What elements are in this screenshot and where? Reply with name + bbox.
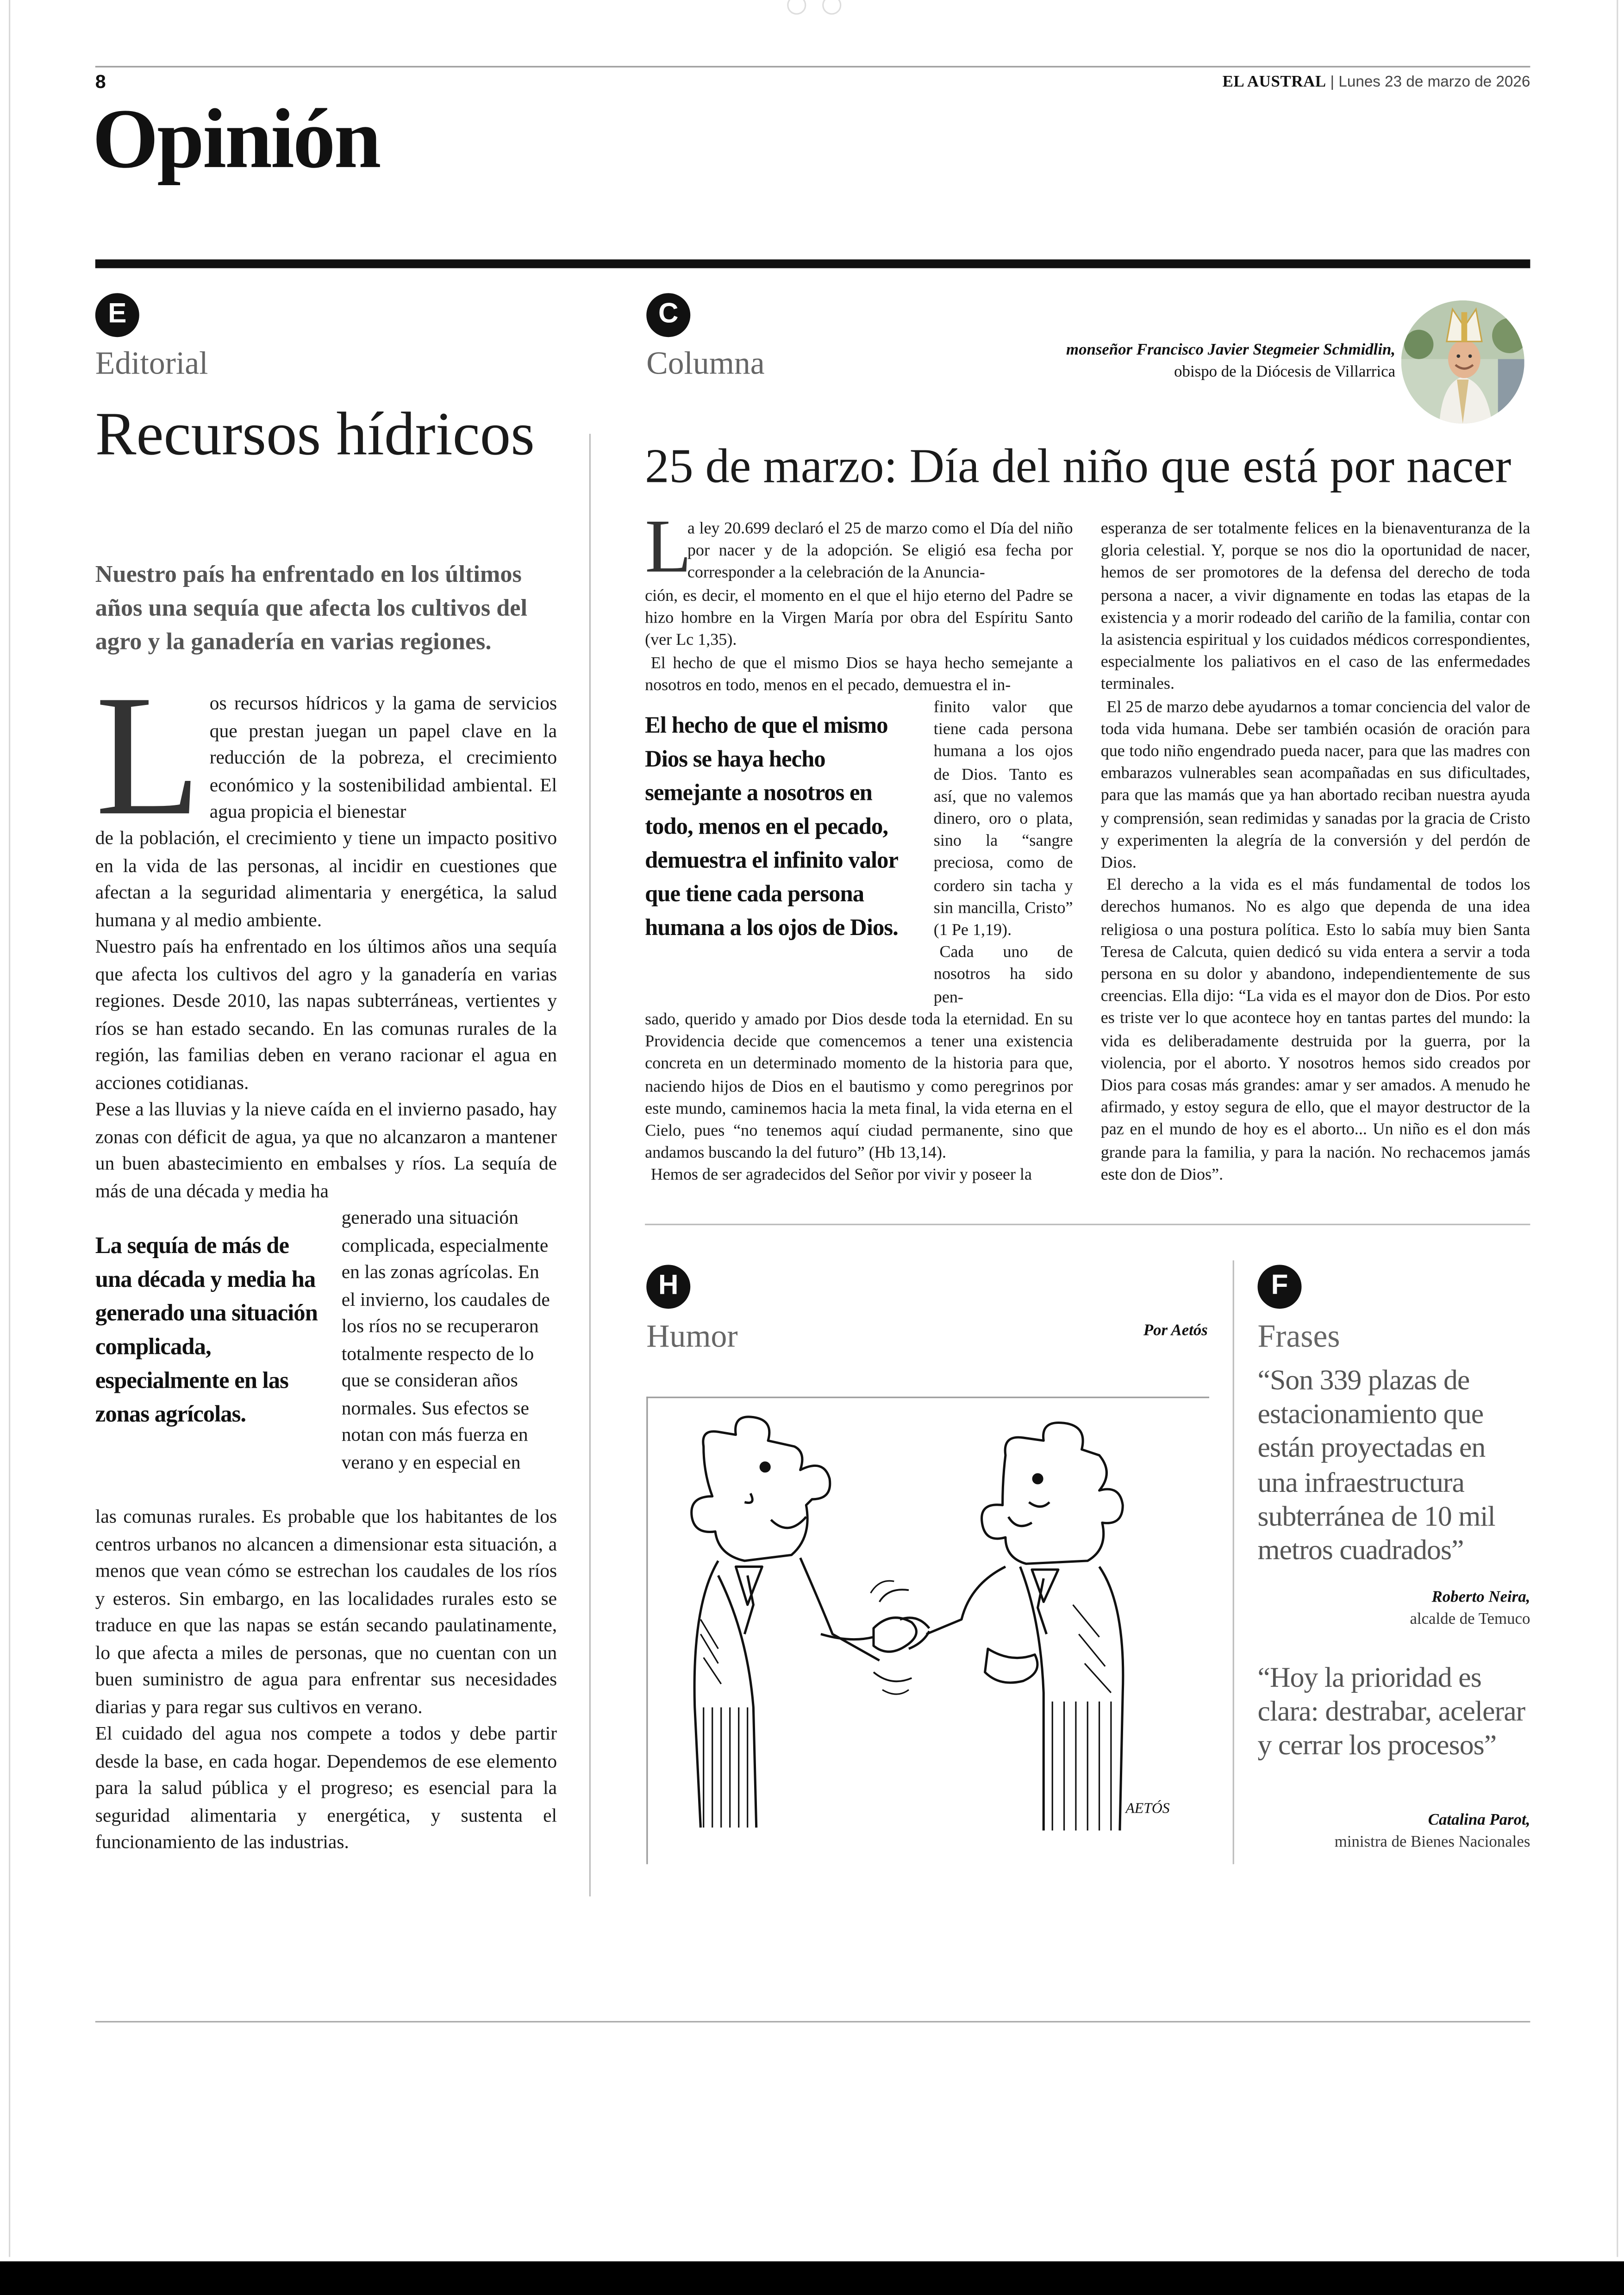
header-rule <box>95 66 1530 67</box>
editorial-p4: El cuidado del agua nos compete a todos y debe partir desde la base, en cada hogar. Dependemos de ese elemento para la salud pública y el progreso; es esencial para la seguridad alimentaria y energética, y sustenta el funcionamiento de las industrias. <box>95 1722 557 1852</box>
column-p3-wrap: Cada uno de nosotros ha sido pen- <box>933 944 1073 1006</box>
frases-attribution-2 <box>1258 1810 1530 1854</box>
humor-badge: H <box>646 1265 690 1309</box>
column-divider-left <box>589 434 591 1896</box>
author-photo <box>1401 300 1524 424</box>
cartoon-signature: AETÓS <box>1125 1800 1170 1816</box>
editorial-badge: E <box>95 293 139 337</box>
column-p2: El hecho de que el mismo Dios se haya hecho semejante a nosotros en todo, menos en el pecado, demuestra el in- <box>645 655 1073 695</box>
column-p1: ción, es decir, el momento en el que el hijo eterno del Padre se hizo hombre en la Virgen María por obra del Espíritu Santo (ver Lc 1,35). <box>645 587 1073 650</box>
bottom-bar <box>0 2261 1624 2295</box>
column-text-right <box>1101 519 1530 1187</box>
column-divider-right <box>1233 1260 1234 1864</box>
editorial-deck: Nuestro país ha enfrentado en los últimos años una sequía que afecta los cultivos del agro y la ganadería en varias regiones. <box>95 560 528 655</box>
cartoon-illustration <box>660 1414 1202 1839</box>
column-p5: El 25 de marzo debe ayudarnos a tomar conciencia del valor de toda vida humana. Debe ser también ocasión de oración para que todo niño engendrado pueda nacer, para que las madres con embarazos vulnerables sean acompañadas en sus dificultades, para que las mamás que ya han abortado reciban nuestra ayuda y comprensión, sean redimidas y sanadas por la gracia de Cristo y experimenten la alegría de la conversión y del perdón de Dios. <box>1100 698 1530 872</box>
column-author <box>938 340 1395 384</box>
editorial-p3-rest: las comunas rurales. Es probable que los habitantes de los centros urbanos no alcancen a dimensionar esta situación, a menos que vean cómo se estrechan los caudales de los ríos y esteros. Sin embargo, en las localidades rurales esto se traduce en que las napas se están secando paulatinamente, lo que afecta a miles de personas, que no cuentan con un buen suministro de agua para enfrentar sus necesidades diarias y para regar sus cultivos en verano. <box>95 1505 557 1717</box>
frases-badge: F <box>1258 1265 1302 1309</box>
column-p3: sado, querido y amado por Dios desde toda la eternidad. En su Providencia decide que comencemos a tener una existencia concreta en un determinado momento de la historia para que, naciendo hijos de Dios en el bautismo y como peregrinos por este mundo, caminemos hacia la meta final, la vida eterna en el Cielo, pues “no tenemos aquí ciudad permanente, sino que andamos buscando la del futuro” (Hb 13,14). <box>645 1011 1073 1163</box>
frases-name-2: Catalina Parot, <box>1428 1811 1530 1829</box>
column-p2-wrap: finito valor que tiene cada persona humana a los ojos de Dios. Tanto es así, que no valemos dinero, oro o plata, sino la “sangre preciosa, como de cordero sin tacha y sin mancilla, Cristo” (1 Pe 1,19). <box>933 699 1073 940</box>
footer-rule <box>95 2021 1530 2022</box>
humor-kicker: Humor <box>646 1317 738 1354</box>
column-text-wrap <box>934 698 1073 1010</box>
frases-name-1: Roberto Neira, <box>1431 1589 1530 1607</box>
column-p4b: esperanza de ser totalmente felices en la bienaventuranza de la gloria celestial. Y, porque se nos dio la oportunidad de nacer, hemos de ser promotores de la defensa del derecho de toda persona a nacer, a vivir dignamente en todas las etapas de la existencia y a morir rodeado del cariño de la familia, contar con la asistencia espiritual y los cuidados médicos correspondientes, especialmente los paliativos en el caso de las enfermedades terminales. <box>1100 520 1530 694</box>
frases-role-2: ministra de Bienes Nacionales <box>1334 1833 1530 1851</box>
editorial-p3: Pese a las lluvias y la nieve caída en el invierno pasado, hay zonas con déficit de agua, ya que no alcanzaron a mantener un buen abastecimiento en embalses y ríos. La sequía de más de una década y media ha <box>95 1098 557 1201</box>
editorial-text-top <box>95 825 557 1205</box>
editorial-p2: Nuestro país ha enfrentado en los últimos años una sequía que afecta los cultivos del agro y la ganadería en varias regiones. Desde 2010, las napas subterráneas, vertientes y ríos se han estado secando. En las comunas rurales de la región, las familias deben en verano racionar el agua en acciones cotidianas. <box>95 935 557 1093</box>
issue-date: | Lunes 23 de marzo de 2026 <box>1330 73 1530 91</box>
column-kicker: Columna <box>646 344 765 381</box>
frases-kicker: Frases <box>1257 1317 1340 1354</box>
section-title: Opinión <box>92 91 380 187</box>
editorial-kicker: Editorial <box>95 344 208 381</box>
column-p4a: Hemos de ser agradecidos del Señor por vivir y poseer la <box>650 1167 1032 1185</box>
paper-name: EL AUSTRAL <box>1222 73 1326 91</box>
column-dropcap: L <box>645 505 692 589</box>
frases-quote-2: “Hoy la prioridad es clara: destrabar, acelerar y cerrar los procesos” <box>1257 1663 1525 1762</box>
column-p1-wrap: a ley 20.699 declaró el 25 de marzo como el Día del niño por nacer y de la adopción. Se eligió esa fecha por corresponder a la celebración de la Anuncia- <box>687 520 1073 583</box>
author-role: obispo de la Diócesis de Villarrica <box>1174 363 1396 381</box>
column-pullquote: El hecho de que el mismo Dios se haya hecho semejante a nosotros en todo, menos en el pecado, demuestra el infinito valor que tiene cada persona humana a los ojos de Dios. <box>645 713 898 941</box>
frases-attribution-1 <box>1258 1587 1530 1631</box>
editorial-text-bottom <box>95 1503 557 1856</box>
column-p6: El derecho a la vida es el más fundamental de todos los derechos humanos. No es algo que dependa de una idea religiosa o una postura política. Esto lo sabía muy bien Santa Teresa de Calcuta, quien dedicó su vida entera a servir a toda persona en su dolor y abandono, independientemente de sus creencias. Ella dijo: “La vida es el mayor don de Dios. Por esto es triste ver lo que acontece hoy en tantas partes del mundo: la vida es deliberadamente destruida por la guerra, por la violencia, por el aborto. Y nosotros hemos sido creados por Dios para cosas más grandes: amar y ser amados. A menudo he afirmado, y estoy segura de ello, que el mayor destructor de la paz en el mundo de hoy es el aborto... Un niño es el don más grande para la familia, y para la nación. No rechacemos jamás este don de Dios”. <box>1100 877 1530 1184</box>
editorial-p1: de la población, el crecimiento y tiene un impacto positivo en la vida de las personas, al incidir en cuestiones que afectan a la seguridad alimentaria y energética, la salud humana y al medio ambiente. <box>95 826 557 930</box>
humor-byline: Por Aetós <box>1143 1322 1208 1340</box>
column-title: 25 de marzo: Día del niño que está por nacer <box>645 441 1512 494</box>
masthead <box>1026 73 1530 91</box>
frases-quote-1: “Son 339 plazas de estacionamiento que están proyectadas en una infraestructura subterránea de 10 mil metros cuadrados” <box>1257 1366 1495 1567</box>
editorial-dropcap: L <box>95 659 201 852</box>
frases-role-1: alcalde de Temuco <box>1410 1610 1530 1628</box>
editorial-p3-wrap: generado una situación complicada, especialmente en las zonas agrícolas. En el invierno, los caudales de los ríos no se recuperaron totalmente respecto de lo que se consideran años normales. Sus efectos se notan con más fuerza en verano y en especial en <box>341 1206 550 1472</box>
editorial-p1-wrap: os recursos hídricos y la gama de servicios que prestan juegan un papel clave en la reducción de la pobreza, el crecimiento económico y la sostenibilidad ambiental. El agua propicia el bienestar <box>209 692 557 823</box>
section-rule <box>95 259 1530 268</box>
column-text-top <box>645 586 1073 698</box>
column-bottom-rule <box>645 1224 1530 1225</box>
editorial-pullquote: La sequía de más de una década y media ha generado una situación complicada, especialmente en las zonas agrícolas. <box>95 1234 318 1428</box>
column-badge: C <box>646 293 690 337</box>
author-name: monseñor Francisco Javier Stegmeier Schmidlin, <box>1066 341 1396 359</box>
editorial-title: Recursos hídricos <box>95 401 535 469</box>
page-number: 8 <box>95 70 106 93</box>
column-text-bottom <box>645 1010 1073 1188</box>
